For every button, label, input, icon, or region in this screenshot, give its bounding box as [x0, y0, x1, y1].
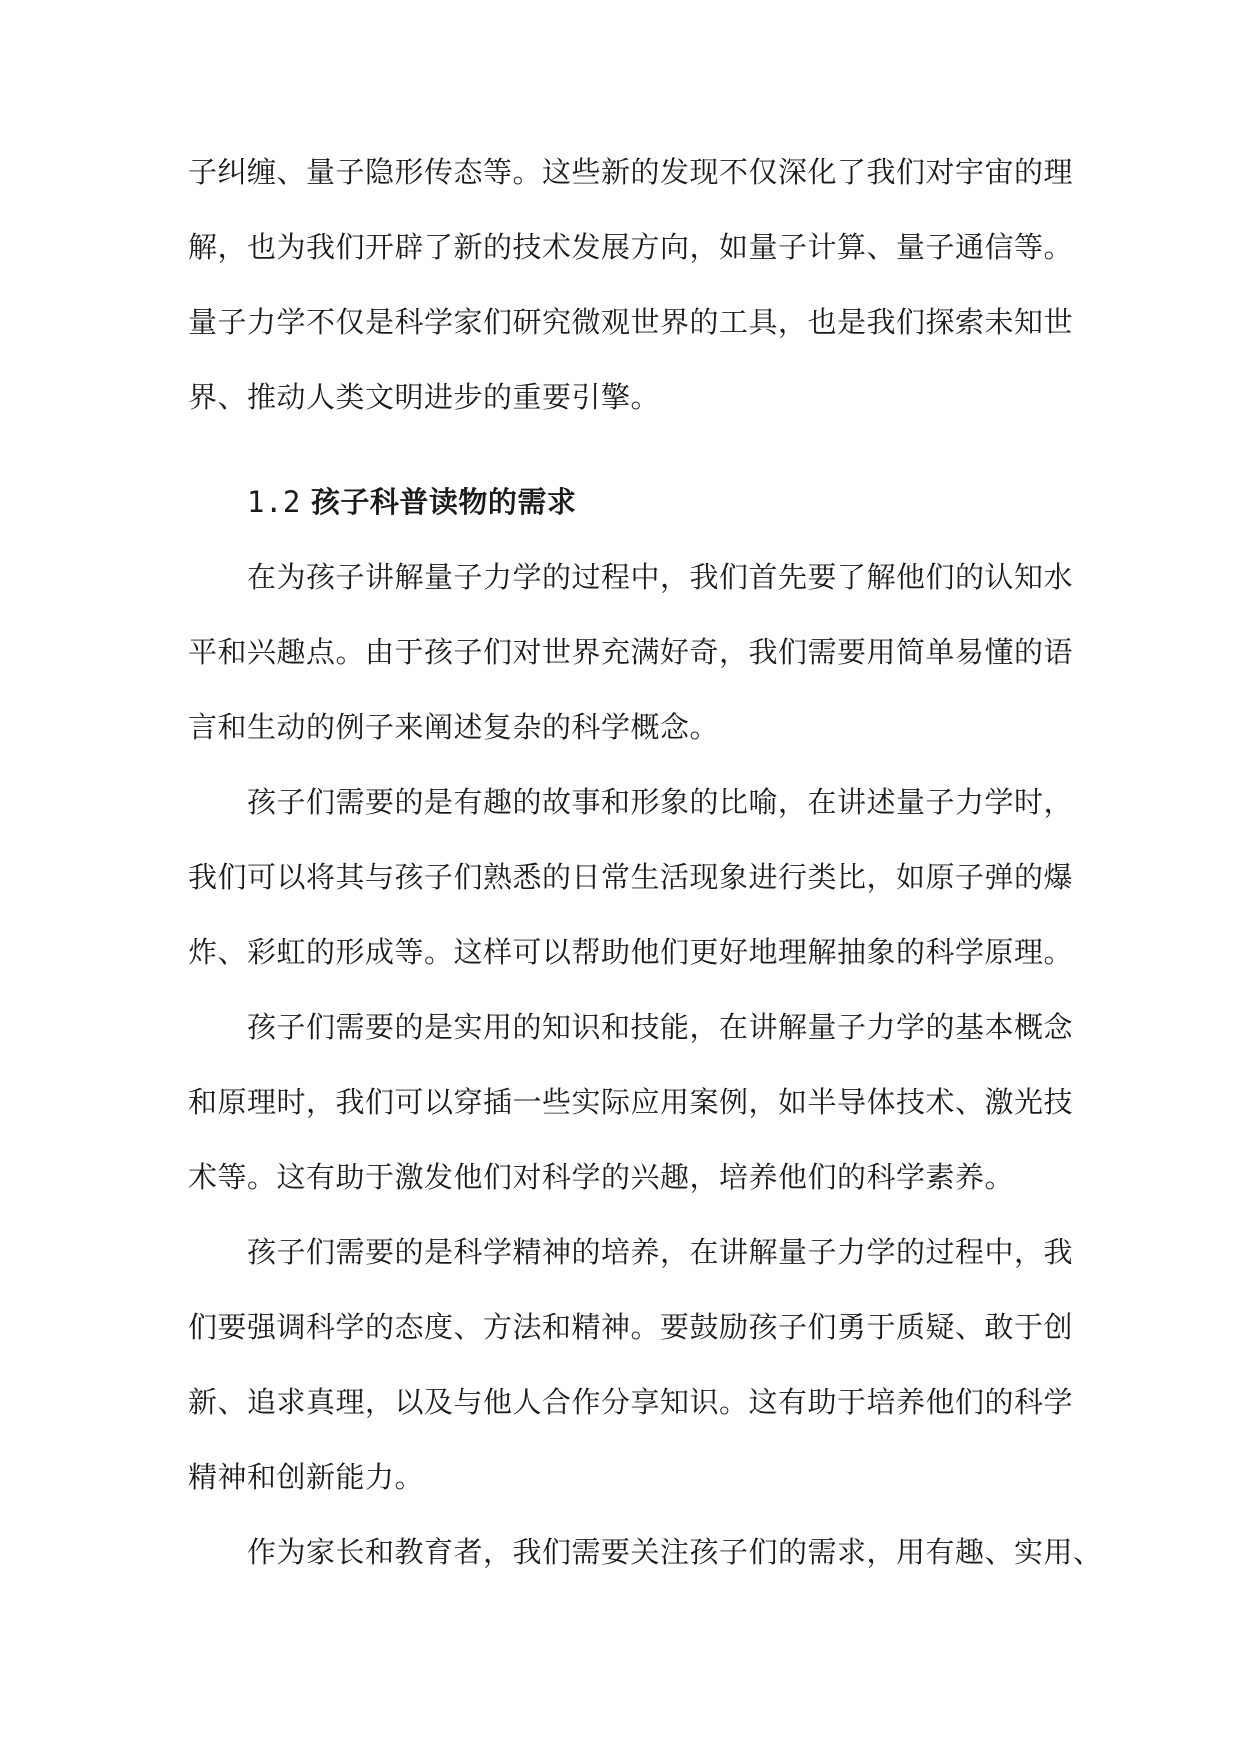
paragraph-1-line-1: 子纠缠、量子隐形传态等。这些新的发现不仅深化了我们对宇宙的理 [188, 155, 1074, 189]
paragraph-4-line-2: 和原理时，我们可以穿插一些实际应用案例，如半导体技术、激光技 [188, 1085, 1074, 1119]
section-title: 孩子科普读物的需求 [310, 485, 577, 519]
paragraph-3-line-2: 我们可以将其与孩子们熟悉的日常生活现象进行类比，如原子弹的爆 [188, 860, 1074, 894]
paragraph-3-line-1: 孩子们需要的是有趣的故事和形象的比喻，在讲述量子力学时， [247, 785, 1074, 819]
paragraph-5-line-2: 们要强调科学的态度、方法和精神。要鼓励孩子们勇于质疑、敢于创 [188, 1310, 1074, 1344]
paragraph-3-line-3: 炸、彩虹的形成等。这样可以帮助他们更好地理解抽象的科学原理。 [188, 935, 1074, 969]
paragraph-5-line-1: 孩子们需要的是科学精神的培养，在讲解量子力学的过程中，我 [247, 1235, 1074, 1269]
paragraph-5-line-4: 精神和创新能力。 [188, 1460, 425, 1494]
paragraph-2-line-1: 在为孩子讲解量子力学的过程中，我们首先要了解他们的认知水 [247, 560, 1074, 594]
section-number: 1.2 [247, 485, 301, 519]
paragraph-2-line-2: 平和兴趣点。由于孩子们对世界充满好奇，我们需要用简单易懂的语 [188, 635, 1074, 669]
paragraph-6-line-1: 作为家长和教育者，我们需要关注孩子们的需求，用有趣、实用、 [247, 1535, 1103, 1569]
paragraph-1-line-2: 解，也为我们开辟了新的技术发展方向，如量子计算、量子通信等。 [188, 230, 1074, 264]
paragraph-1-line-3: 量子力学不仅是科学家们研究微观世界的工具，也是我们探索未知世 [188, 305, 1074, 339]
paragraph-4-line-1: 孩子们需要的是实用的知识和技能，在讲解量子力学的基本概念 [247, 1010, 1074, 1044]
section-heading [247, 482, 1068, 522]
paragraph-4-line-3: 术等。这有助于激发他们对科学的兴趣，培养他们的科学素养。 [188, 1160, 1015, 1194]
paragraph-2-line-3: 言和生动的例子来阐述复杂的科学概念。 [188, 710, 720, 744]
paragraph-1-line-4: 界、推动人类文明进步的重要引擎。 [188, 380, 661, 414]
paragraph-5-line-3: 新、追求真理，以及与他人合作分享知识。这有助于培养他们的科学 [188, 1385, 1074, 1419]
